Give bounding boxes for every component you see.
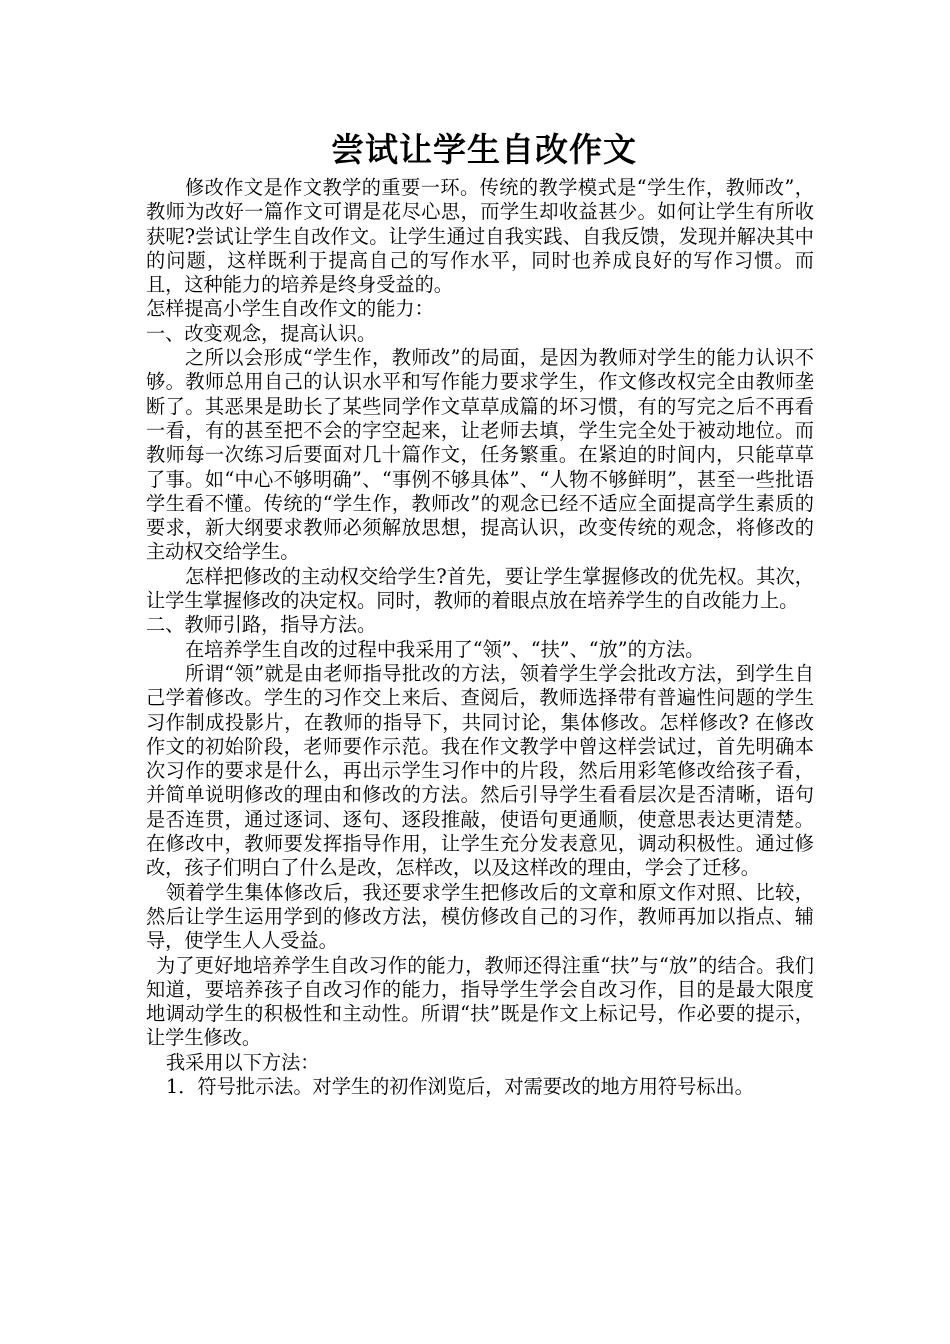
paragraph-methods-intro: 我采用以下方法： bbox=[166, 1050, 320, 1074]
document-title: 尝试让学生自改作文 bbox=[331, 130, 637, 169]
paragraph-section2-intro: 在培养学生自改的过程中我采用了“领”、“扶”、“放”的方法。 bbox=[185, 637, 705, 661]
paragraph-question: 怎样提高小学生自改作文的能力： bbox=[146, 297, 434, 321]
paragraph-support-release: 为了更好地培养学生自改习作的能力，教师还得注重“扶”与“放”的结合。我们知道，要培养孩子自改习作的能力，指导学生学会自改习作，目的是最大限度地调动学生的积极性和主动性。所谓“扶”既是作文上标记号，作必要的提示，让学生修改。 bbox=[146, 953, 814, 1050]
paragraph-section1-followup: 怎样把修改的主动权交给学生?首先，要让学生掌握修改的优先权。其次，让学生掌握修改的决定权。同时，教师的着眼点放在培养学生的自改能力上。 bbox=[146, 564, 814, 613]
paragraph-compare: 领着学生集体修改后，我还要求学生把修改后的文章和原文作对照、比较，然后让学生运用学到的修改方法，模仿修改自己的习作，教师再加以指点、辅导，使学生人人受益。 bbox=[146, 880, 814, 953]
document-page bbox=[146, 124, 814, 1099]
paragraph-lead-method: 所谓“领”就是由老师指导批改的方法，领着学生学会批改方法，到学生自己学着修改。学生的习作交上来后、查阅后，教师选择带有普遍性问题的学生习作制成投影片，在教师的指导下，共同讨论，集体修改。怎样修改? 在修改作文的初始阶段，老师要作示范。我在作文教学中曾这样尝试过，首先明确本次习作的要求是什么，再出示学生习作中的片段，然后用彩笔修改给孩子看，并简单说明修改的理由和修改的方法。然后引导学生看看层次是否清晰，语句是否连贯，通过逐词、逐句、逐段推敲，使语句更通顺，使意思表达更清楚。在修改中，教师要发挥指导作用，让学生充分发表意见，调动积极性。通过修改，孩子们明白了什么是改，怎样改，以及这样改的理由，学会了迁移。 bbox=[146, 661, 814, 880]
section-heading-2: 二、教师引路，指导方法。 bbox=[146, 613, 377, 637]
paragraph-intro: 修改作文是作文教学的重要一环。传统的教学模式是“学生作，教师改”，教师为改好一篇作文可谓是花尽心思，而学生却收益甚少。如何让学生有所收获呢?尝试让学生自改作文。让学生通过自我实践、自我反馈，发现并解决其中的问题，这样既利于提高自己的写作水平，同时也养成良好的写作习惯。而且，这种能力的培养是终身受益的。 bbox=[146, 176, 814, 297]
list-item-method-1: 1．符号批示法。对学生的初作浏览后，对需要改的地方用符号标出。 bbox=[166, 1074, 754, 1098]
section-heading-1: 一、改变观念，提高认识。 bbox=[146, 321, 377, 345]
paragraph-section1-body: 之所以会形成“学生作，教师改”的局面，是因为教师对学生的能力认识不够。教师总用自己的认识水平和写作能力要求学生，作文修改权完全由教师垄断了。其恶果是助长了某些同学作文草草成篇的坏习惯，有的写完之后不再看一看，有的甚至把不会的字空起来，让老师去填，学生完全处于被动地位。而教师每一次练习后要面对几十篇作文，任务繁重。在紧迫的时间内，只能草草了事。如“中心不够明确”、“事例不够具体”、“人物不够鲜明”，甚至一些批语学生看不懂。传统的“学生作，教师改”的观念已经不适应全面提高学生素质的要求，新大纲要求教师必须解放思想，提高认识，改变传统的观念，将修改的主动权交给学生。 bbox=[146, 346, 814, 564]
